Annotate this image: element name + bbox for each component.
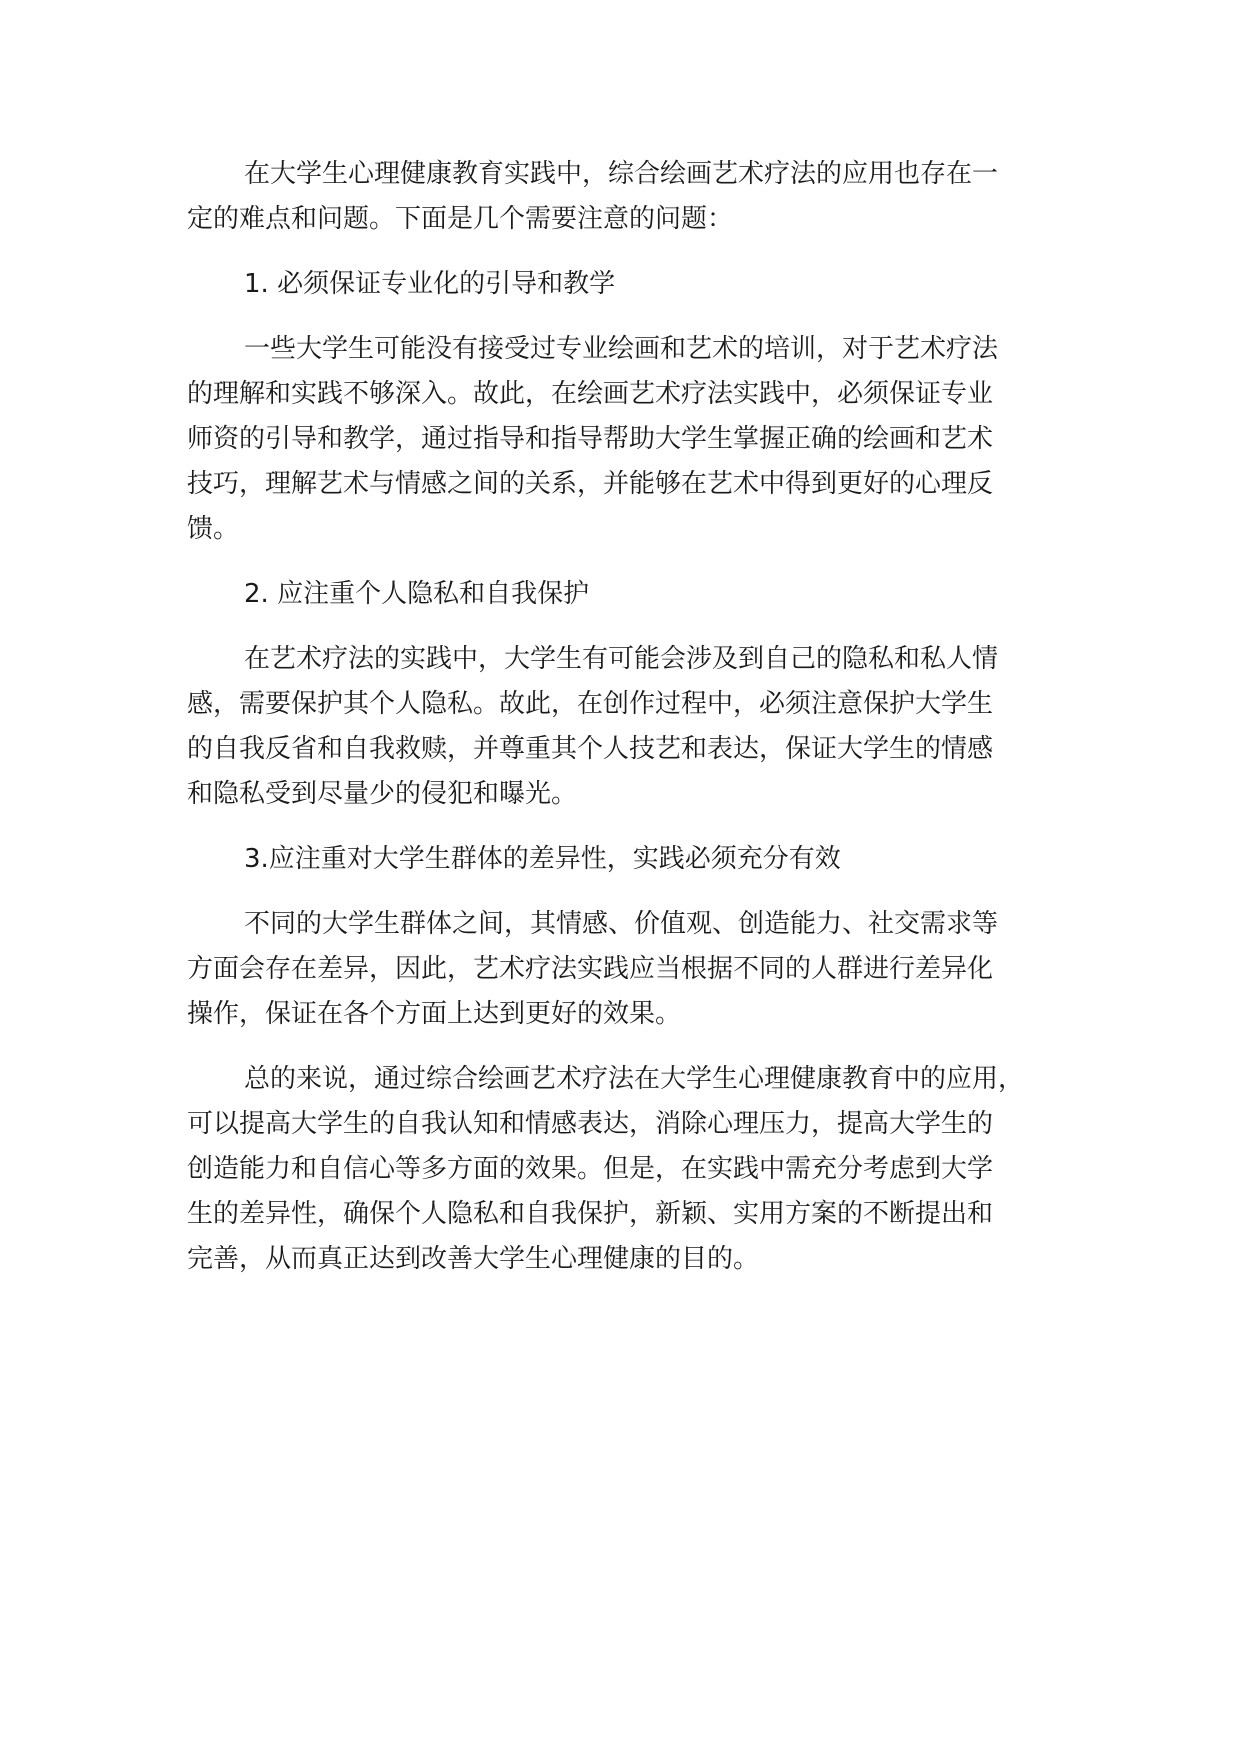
text-line: 操作，保证在各个方面上达到更好的效果。: [187, 999, 682, 1029]
heading-text: 2. 应注重个人隐私和自我保护: [244, 579, 590, 609]
text-line: 的理解和实践不够深入。故此，在绘画艺术疗法实践中，必须保证专业: [187, 379, 994, 409]
text-line: 创造能力和自信心等多方面的效果。但是，在实践中需充分考虑到大学: [187, 1154, 994, 1184]
text-line: 不同的大学生群体之间，其情感、价值观、创造能力、社交需求等: [244, 909, 999, 939]
heading-text: 3.应注重对大学生群体的差异性，实践必须充分有效: [244, 844, 841, 874]
text-line: 师资的引导和教学，通过指导和指导帮助大学生掌握正确的绘画和艺术: [187, 424, 994, 454]
text-line: 可以提高大学生的自我认知和情感表达，消除心理压力，提高大学生的: [187, 1109, 994, 1139]
heading-text: 1. 必须保证专业化的引导和教学: [244, 269, 616, 299]
section-3-paragraph: [187, 902, 1087, 1037]
text-line: 完善，从而真正达到改善大学生心理健康的目的。: [187, 1244, 760, 1274]
text-line: 馈。: [187, 514, 240, 544]
text-line: 总的来说，通过综合绘画艺术疗法在大学生心理健康教育中的应用，: [244, 1064, 1025, 1094]
text-line: 在艺术疗法的实践中，大学生有可能会涉及到自己的隐私和私人情: [244, 644, 999, 674]
text-line: 和隐私受到尽量少的侵犯和曝光。: [187, 779, 578, 809]
conclusion-paragraph: [187, 1057, 1087, 1282]
text-line: 一些大学生可能没有接受过专业绘画和艺术的培训，对于艺术疗法: [244, 334, 999, 364]
text-line: 技巧，理解艺术与情感之间的关系，并能够在艺术中得到更好的心理反: [187, 469, 994, 499]
text-line: 定的难点和问题。下面是几个需要注意的问题：: [187, 204, 734, 234]
text-line: 感，需要保护其个人隐私。故此，在创作过程中，必须注意保护大学生: [187, 689, 994, 719]
section-1-paragraph: [187, 327, 1087, 552]
text-line: 生的差异性，确保个人隐私和自我保护，新颖、实用方案的不断提出和: [187, 1199, 994, 1229]
section-heading-1: [187, 262, 1087, 307]
text-line: 的自我反省和自我救赎，并尊重其个人技艺和表达，保证大学生的情感: [187, 734, 994, 764]
section-2-paragraph: [187, 637, 1087, 817]
section-heading-2: [187, 572, 1087, 617]
text-line: 方面会存在差异，因此，艺术疗法实践应当根据不同的人群进行差异化: [187, 954, 994, 984]
text-line: 在大学生心理健康教育实践中，综合绘画艺术疗法的应用也存在一: [244, 159, 999, 189]
intro-paragraph: [187, 152, 1087, 242]
document-body: [187, 152, 1087, 1302]
section-heading-3: [187, 837, 1087, 882]
